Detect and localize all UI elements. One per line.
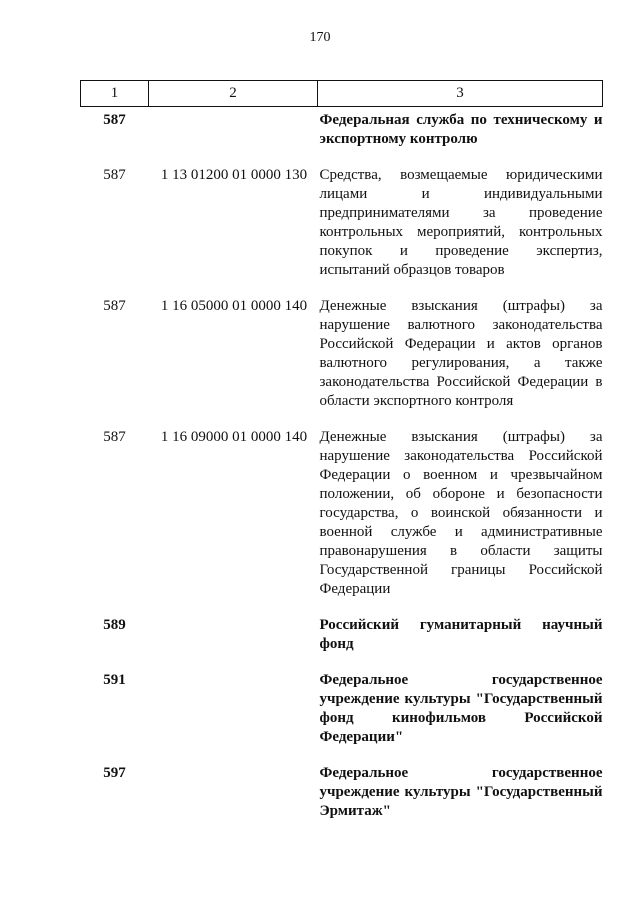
budget-code-cell — [149, 663, 318, 756]
table-row — [81, 289, 603, 420]
admin-code-cell: 589 — [103, 617, 126, 633]
admin-code-cell: 587 — [103, 112, 126, 128]
column-header-code: 2 — [149, 81, 318, 107]
budget-code-cell — [149, 107, 318, 159]
description-cell: Федеральное государственное учреждение культуры "Государственный фонд кинофильмов Российской Федерации" — [319, 672, 603, 745]
description-cell: Денежные взыскания (штрафы) за нарушение законодательства Российской Федерации о военном и чрезвычайном положении, об обороне и безопасности государства, о воинской обязанности и военной службе и административные правонарушения в области защиты Государственной границы Российской Федерации — [319, 429, 603, 597]
budget-code-cell: 1 16 09000 01 0000 140 — [160, 429, 308, 445]
admin-code-cell: 591 — [103, 672, 126, 688]
description-cell: Российский гуманитарный научный фонд — [319, 617, 603, 652]
table-row — [81, 158, 603, 289]
column-header-description: 3 — [318, 81, 603, 107]
admin-code-cell: 587 — [103, 298, 126, 314]
table-row — [81, 663, 603, 756]
page-number: 170 — [309, 30, 331, 45]
table-row — [81, 756, 603, 830]
budget-code-cell: 1 13 01200 01 0000 130 — [160, 167, 308, 183]
revenue-classification-table — [80, 80, 603, 830]
admin-code-cell: 587 — [103, 429, 126, 445]
table-header-row — [81, 81, 603, 107]
table-row — [81, 608, 603, 663]
column-header-admin: 1 — [81, 81, 149, 107]
budget-code-cell — [149, 608, 318, 663]
description-cell: Федеральная служба по техническому и экспортному контролю — [319, 112, 603, 147]
budget-code-cell: 1 16 05000 01 0000 140 — [160, 298, 308, 314]
budget-code-cell — [149, 756, 318, 830]
admin-code-cell: 597 — [103, 765, 126, 781]
description-cell: Денежные взыскания (штрафы) за нарушение валютного законодательства Российской Федерации и актов органов валютного регулирования, а также законодательства Российской Федерации в области экспортного контроля — [319, 298, 603, 409]
table-row — [81, 420, 603, 608]
table-row — [81, 107, 603, 159]
description-cell: Федеральное государственное учреждение культуры "Государственный Эрмитаж" — [319, 765, 603, 819]
description-cell: Средства, возмещаемые юридическими лицами и индивидуальными предпринимателями за проведение контрольных мероприятий, контрольных покупок и проведение экспертиз, испытаний образцов товаров — [319, 167, 603, 278]
admin-code-cell: 587 — [103, 167, 126, 183]
